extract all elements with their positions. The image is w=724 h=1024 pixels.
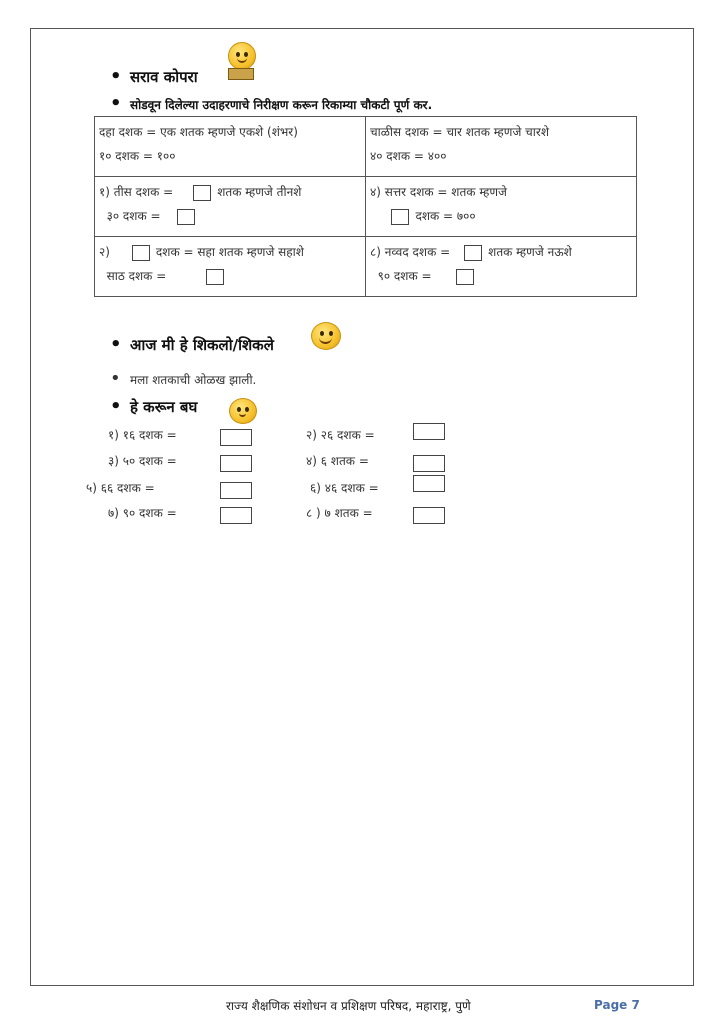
exercise-item-7: ७) ९० दशक = bbox=[108, 506, 177, 520]
book-icon bbox=[228, 68, 254, 80]
exercise-item-4: ४) ६ शतक = bbox=[306, 454, 369, 468]
answer-box[interactable] bbox=[220, 482, 252, 499]
q8-line-1-b: शतक म्हणजे नऊशे bbox=[488, 245, 572, 259]
exercise-item-5: ५) ६६ दशक = bbox=[86, 481, 155, 495]
answer-box[interactable] bbox=[391, 209, 409, 225]
practice-instruction-text: सोडवून दिलेल्या उदाहरणाचे निरीक्षण करून रिकाम्या चौकटी पूर्ण कर. bbox=[130, 98, 433, 112]
footer-institution: राज्य शैक्षणिक संशोधन व प्रशिक्षण परिषद, महाराष्ट्र, पुणे bbox=[226, 999, 471, 1013]
exercise-item-3: ३) ५० दशक = bbox=[108, 454, 177, 468]
learned-point-text: मला शतकाची ओळख झाली. bbox=[130, 373, 257, 387]
practice-instruction bbox=[110, 93, 432, 114]
table-cell-q8 bbox=[366, 237, 637, 297]
learned-heading bbox=[110, 334, 274, 355]
answer-box[interactable] bbox=[220, 455, 252, 472]
answer-box[interactable] bbox=[464, 245, 482, 261]
answer-box[interactable] bbox=[413, 475, 445, 492]
try-heading bbox=[110, 396, 197, 417]
answer-box[interactable] bbox=[177, 209, 195, 225]
exercise-item-1: १) १६ दशक = bbox=[108, 428, 177, 442]
happy-emoji-icon bbox=[311, 322, 341, 350]
example-1-line-2: १० दशक = १०० bbox=[99, 149, 176, 163]
practice-table bbox=[94, 116, 637, 297]
answer-box[interactable] bbox=[193, 185, 211, 201]
example-2-line-1: चाळीस दशक = चार शतक म्हणजे चारशे bbox=[370, 125, 549, 139]
answer-box[interactable] bbox=[413, 455, 445, 472]
exercise-item-6: ६) ४६ दशक = bbox=[310, 481, 379, 495]
q1-line-2-a: ३० दशक = bbox=[106, 209, 161, 223]
answer-box[interactable] bbox=[206, 269, 224, 285]
q4-line-1: ४) सत्तर दशक = शतक म्हणजे bbox=[370, 185, 507, 199]
exercise-item-8: ८ ) ७ शतक = bbox=[306, 506, 373, 520]
try-heading-text: हे करून बघ bbox=[130, 398, 198, 416]
learned-heading-text: आज मी हे शिकलो/शिकले bbox=[130, 336, 274, 354]
q2-line-1-a: २) bbox=[99, 245, 110, 259]
table-cell-q1 bbox=[95, 177, 366, 237]
q8-line-2-a: ९० दशक = bbox=[377, 269, 432, 283]
answer-box[interactable] bbox=[413, 423, 445, 440]
reading-emoji-icon bbox=[228, 42, 256, 70]
q2-line-1-b: दशक = सहा शतक म्हणजे सहाशे bbox=[155, 245, 304, 259]
q1-line-1-b: शतक म्हणजे तीनशे bbox=[217, 185, 302, 199]
example-2-line-2: ४० दशक = ४०० bbox=[370, 149, 447, 163]
answer-box[interactable] bbox=[132, 245, 150, 261]
exercise-item-2: २) २६ दशक = bbox=[306, 428, 375, 442]
table-cell-example-2 bbox=[366, 117, 637, 177]
table-cell-example-1 bbox=[95, 117, 366, 177]
q8-line-1-a: ८) नव्वद दशक = bbox=[370, 245, 451, 259]
practice-heading bbox=[110, 66, 198, 87]
example-1-line-1: दहा दशक = एक शतक म्हणजे एकशे (शंभर) bbox=[99, 125, 298, 139]
practice-heading-text: सराव कोपरा bbox=[130, 68, 198, 86]
table-cell-q4 bbox=[366, 177, 637, 237]
table-cell-q2 bbox=[95, 237, 366, 297]
thinking-emoji-icon bbox=[229, 398, 257, 424]
answer-box[interactable] bbox=[413, 507, 445, 524]
answer-box[interactable] bbox=[220, 507, 252, 524]
q1-line-1-a: १) तीस दशक = bbox=[99, 185, 174, 199]
q2-line-2-a: साठ दशक = bbox=[106, 269, 167, 283]
answer-box[interactable] bbox=[456, 269, 474, 285]
answer-box[interactable] bbox=[220, 429, 252, 446]
learned-point bbox=[110, 368, 256, 389]
q4-line-2-a: दशक = ७०० bbox=[415, 209, 476, 223]
page-number: Page 7 bbox=[594, 998, 640, 1012]
